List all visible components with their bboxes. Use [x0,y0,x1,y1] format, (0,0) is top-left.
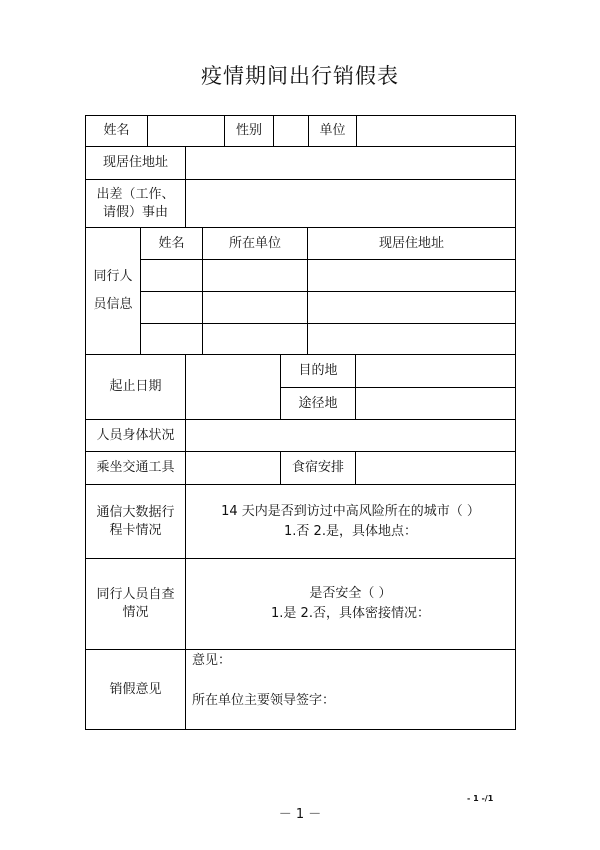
health-field[interactable] [185,419,516,452]
bigdata-label-line1: 通信大数据行 [96,504,175,520]
unit-field[interactable] [356,115,516,147]
selfcheck-question: 是否安全（ ） [309,586,392,601]
reason-field[interactable] [185,179,516,228]
date-label: 起止日期 [85,354,186,420]
reason-label-line1: 出差（工作、 [96,186,175,202]
companion-1-address[interactable] [307,259,516,292]
opinion-line1: 意见： [192,653,232,668]
companion-header-address: 现居住地址 [307,227,516,260]
companion-header-name: 姓名 [140,227,203,260]
opinion-signature: 所在单位主要领导签字： [192,693,336,708]
selfcheck-field[interactable] [185,558,516,650]
companion-3-unit[interactable] [202,323,308,355]
selfcheck-label-line2: 情况 [122,605,149,620]
selfcheck-label-line1: 同行人员自查 [96,587,175,602]
transport-label: 乘坐交通工具 [85,451,186,485]
companion-2-unit[interactable] [202,291,308,324]
leave-form-table [86,116,516,730]
companion-3-name[interactable] [140,323,203,355]
companion-3-address[interactable] [307,323,516,355]
bigdata-label [85,484,186,559]
date-field[interactable] [185,354,281,420]
page-number: － 1 － [278,807,322,822]
lodging-field[interactable] [355,451,516,485]
bigdata-field[interactable] [185,484,516,559]
destination-label: 目的地 [280,354,356,388]
destination-field[interactable] [355,354,516,388]
reason-label-line2: 请假）事由 [102,204,168,220]
reason-label [85,179,186,228]
companion-header-unit: 所在单位 [202,227,308,260]
address-field[interactable] [185,146,516,180]
selfcheck-label [85,558,186,650]
opinion-field[interactable] [185,649,516,730]
bigdata-label-line2: 程卡情况 [109,522,162,538]
health-label: 人员身体状况 [85,419,186,452]
form-title: 疫情期间出行销假表 [201,64,399,88]
opinion-label: 销假意见 [85,649,186,730]
unit-label: 单位 [308,115,357,147]
gender-label: 性别 [224,115,274,147]
name-field[interactable] [147,115,225,147]
gender-field[interactable] [273,115,309,147]
companion-1-name[interactable] [140,259,203,292]
transport-field[interactable] [185,451,281,485]
companion-label [85,227,141,355]
companion-label-line2: 员信息 [93,297,133,312]
page-counter: - 1 -/1 [467,794,494,803]
lodging-label: 食宿安排 [280,451,356,485]
companion-1-unit[interactable] [202,259,308,292]
name-label: 姓名 [85,115,148,147]
bigdata-question: 14 天内是否到访过中高风险所在的城市（ ） [221,503,480,519]
companion-2-address[interactable] [307,291,516,324]
companion-2-name[interactable] [140,291,203,324]
address-label: 现居住地址 [85,146,186,180]
route-field[interactable] [355,387,516,420]
bigdata-options: 1.否 2.是，具体地点： [284,523,417,539]
route-label: 途径地 [280,387,356,420]
companion-label-line1: 同行人 [93,269,133,284]
selfcheck-options: 1.是 2.否，具体密接情况： [271,606,430,621]
